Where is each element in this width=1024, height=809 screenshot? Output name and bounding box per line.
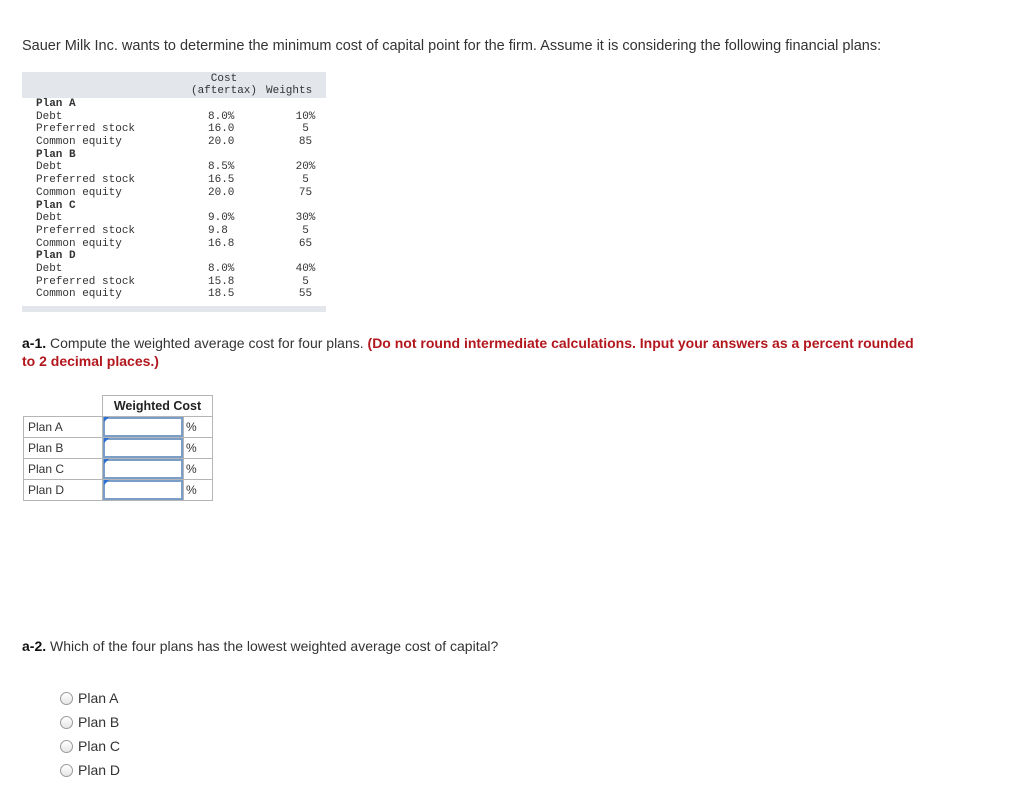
question-a1-instruction: (Do not round intermediate calculations. Input your answers as a percent rounded to 2 decimal places.): [22, 335, 914, 369]
plan-option-1[interactable]: [60, 686, 120, 710]
cost-column-header: [184, 73, 264, 97]
answer-row-label: Plan B: [24, 438, 103, 459]
question-a1-number: a-1.: [22, 335, 47, 351]
option-label: Plan D: [78, 762, 121, 778]
financial-plans-table: [22, 72, 326, 312]
row-label: Common equity: [36, 237, 122, 250]
table-footer-bar: [22, 306, 326, 312]
radio-button[interactable]: [60, 716, 73, 729]
row-weight: 5: [302, 275, 309, 288]
input-flag-icon: [104, 459, 109, 464]
input-flag-icon: [104, 480, 109, 485]
answer-row: [24, 480, 213, 501]
plan-options: [60, 686, 120, 782]
radio-button[interactable]: [60, 692, 73, 705]
row-label: Common equity: [36, 186, 122, 199]
row-weight: 65: [298, 237, 313, 250]
plan-option-4[interactable]: [60, 758, 120, 782]
row-cost: 15.8: [208, 275, 235, 288]
row-cost: 20.0: [208, 136, 235, 149]
row-weight: 20%: [295, 161, 316, 174]
row-label: Preferred stock: [36, 123, 136, 136]
option-label: Plan B: [78, 714, 120, 730]
question-a1: [22, 334, 922, 370]
row-weight: 75: [298, 186, 313, 199]
option-label: Plan C: [78, 738, 121, 754]
table-row: [22, 123, 326, 136]
weighted-cost-input[interactable]: [103, 480, 183, 500]
row-weight: 30%: [295, 212, 316, 225]
row-label: Plan B: [36, 148, 76, 161]
cost-header-line1: Cost: [210, 73, 238, 85]
table-row: [22, 98, 326, 111]
row-label: Plan A: [36, 98, 76, 110]
table-header: [22, 72, 326, 98]
percent-unit: %: [184, 417, 213, 438]
table-body: [22, 98, 326, 301]
question-a2-text: Which of the four plans has the lowest weighted average cost of capital?: [46, 638, 499, 654]
weighted-cost-input[interactable]: [103, 459, 183, 479]
answer-row-label: Plan D: [24, 480, 103, 501]
row-label: Plan C: [36, 199, 76, 212]
row-cost: 8.5%: [208, 161, 235, 174]
table-row: [22, 238, 326, 251]
row-cost: 16.8: [208, 237, 235, 250]
answer-row: [24, 417, 213, 438]
answer-row: [24, 438, 213, 459]
weighted-cost-input[interactable]: [103, 438, 183, 458]
answer-row: [24, 459, 213, 480]
percent-unit: %: [184, 459, 213, 480]
table-row: [22, 250, 326, 263]
table-row: [22, 263, 326, 276]
corner-cell: [24, 396, 103, 417]
answer-row-label: Plan C: [24, 459, 103, 480]
percent-unit: %: [184, 480, 213, 501]
cost-header-line2: (aftertax): [190, 85, 257, 97]
answer-cell: [103, 480, 184, 501]
row-label: Common equity: [36, 136, 122, 149]
table-row: [22, 111, 326, 124]
plan-option-3[interactable]: [60, 734, 120, 758]
row-weight: 55: [298, 288, 313, 301]
table-row: [22, 288, 326, 301]
row-cost: 16.0: [208, 123, 235, 136]
row-label: Debt: [36, 161, 63, 174]
problem-intro: Sauer Milk Inc. wants to determine the minimum cost of capital point for the firm. Assume it is considering the following financial plans:: [22, 38, 882, 54]
row-label: Preferred stock: [36, 275, 136, 288]
question-a1-text: Compute the weighted average cost for four plans.: [46, 335, 368, 351]
row-weight: 5: [302, 123, 309, 136]
row-cost: 16.5: [208, 174, 235, 187]
row-label: Common equity: [36, 288, 122, 301]
answer-cell: [103, 438, 184, 459]
row-weight: 5: [302, 174, 309, 187]
table-row: [22, 174, 326, 187]
weighted-cost-header: Weighted Cost: [103, 396, 213, 417]
weights-column-header: Weights: [266, 85, 313, 97]
row-label: Debt: [36, 262, 63, 275]
row-weight: 10%: [295, 110, 316, 123]
answer-row-label: Plan A: [24, 417, 103, 438]
table-row: [22, 136, 326, 149]
row-weight: 85: [298, 136, 313, 149]
row-cost: 9.8: [208, 224, 228, 237]
radio-button[interactable]: [60, 740, 73, 753]
table-row: [22, 276, 326, 289]
weighted-cost-answer-table: [23, 395, 213, 501]
row-label: Debt: [36, 110, 63, 123]
table-row: [22, 161, 326, 174]
plan-option-2[interactable]: [60, 710, 120, 734]
table-row: [22, 200, 326, 213]
row-cost: 8.0%: [208, 110, 235, 123]
input-flag-icon: [104, 438, 109, 443]
row-label: Preferred stock: [36, 174, 136, 187]
table-row: [22, 149, 326, 162]
radio-button[interactable]: [60, 764, 73, 777]
table-row: [22, 187, 326, 200]
row-label: Plan D: [36, 250, 76, 263]
row-cost: 20.0: [208, 186, 235, 199]
answer-cell: [103, 459, 184, 480]
row-weight: 40%: [295, 262, 316, 275]
percent-unit: %: [184, 438, 213, 459]
row-cost: 9.0%: [208, 212, 235, 225]
question-a2: [22, 638, 498, 654]
row-cost: 8.0%: [208, 262, 235, 275]
question-a2-number: a-2.: [22, 638, 47, 654]
table-row: [22, 212, 326, 225]
weighted-cost-input[interactable]: [103, 417, 183, 437]
row-label: Preferred stock: [36, 224, 136, 237]
row-label: Debt: [36, 212, 63, 225]
table-row: [22, 225, 326, 238]
answer-rows: [24, 417, 213, 501]
row-weight: 5: [302, 224, 309, 237]
row-cost: 18.5: [208, 288, 235, 301]
option-label: Plan A: [78, 690, 119, 706]
input-flag-icon: [104, 417, 109, 422]
answer-cell: [103, 417, 184, 438]
